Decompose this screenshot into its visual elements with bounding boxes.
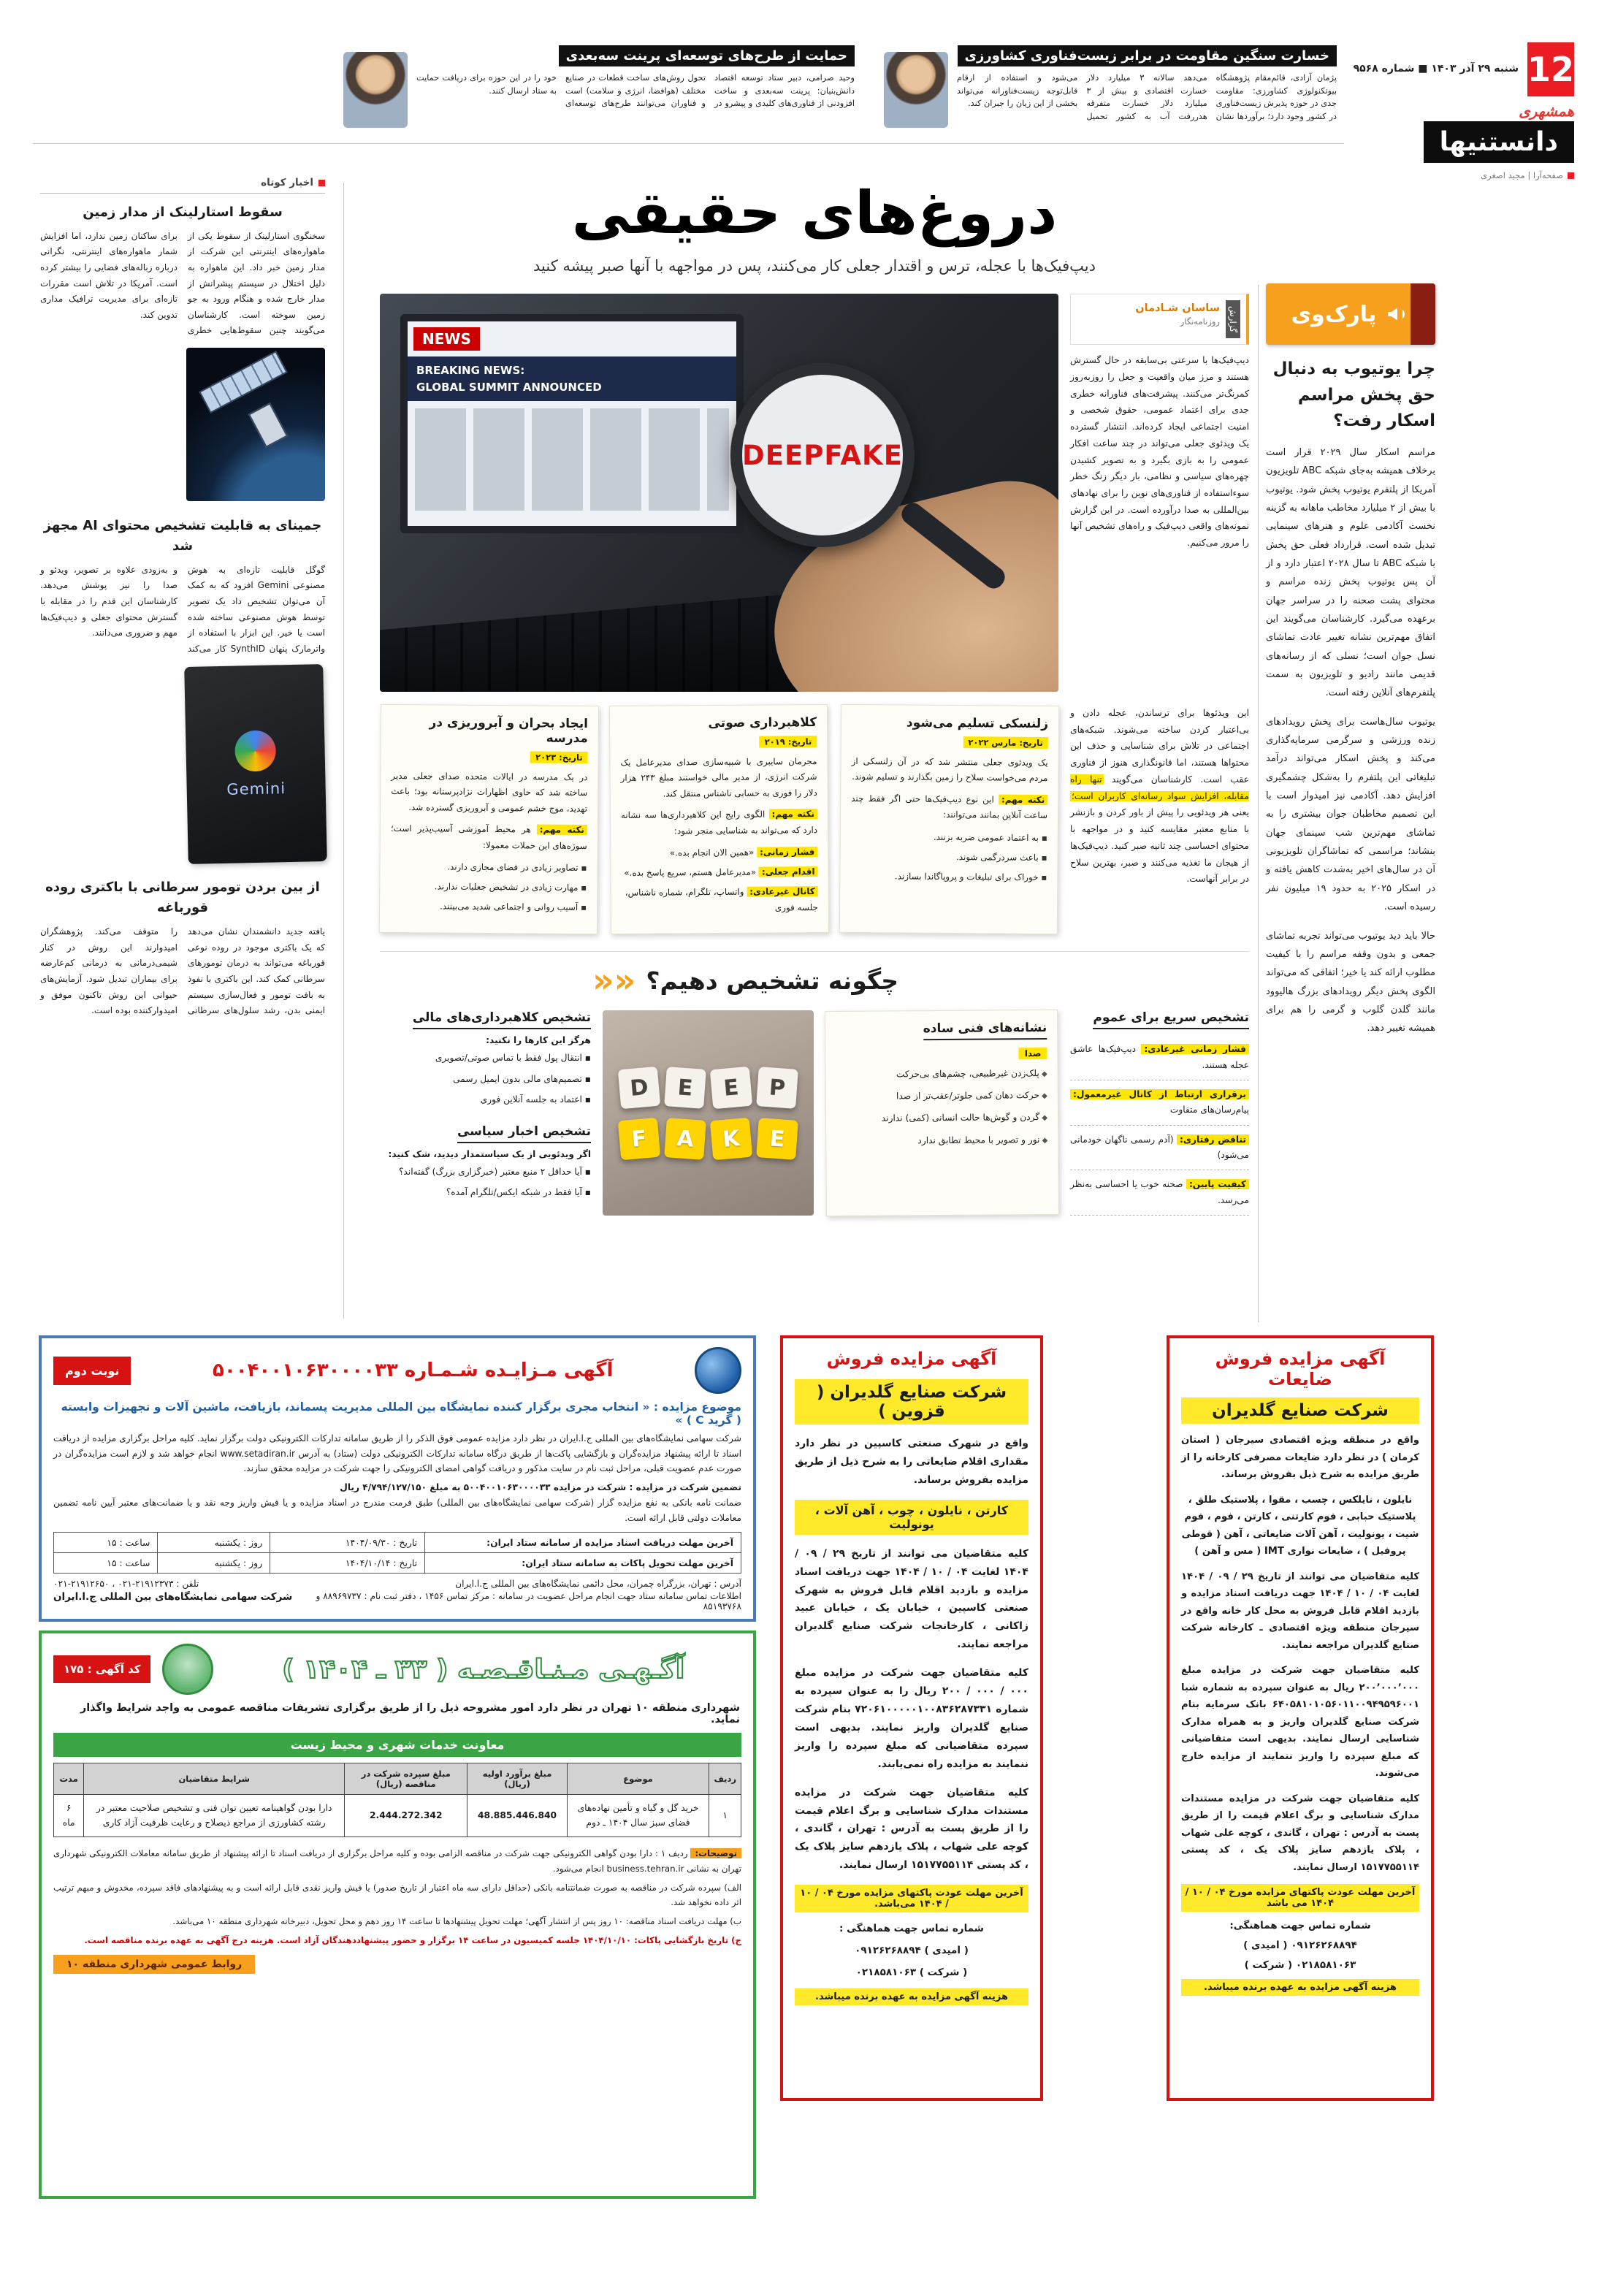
ad-phone: ۰۲۱۸۵۸۱۰۶۳ ( شرکت ): [1244, 1959, 1356, 1971]
short-news-gemini: جمینای به قابلیت تشخیص محتوای AI مجهز شد گوگل قابلیت تازه‌ای به هوش مصنوعی Gemini افزود که به کمک آن می‌توان تشخیص داد یک تصویر توسط هوش مصنوعی ساخته شده است یا خیر. این ابزار با استفاده از واترمارک پنهان SynthID کار می‌کند و به‌زودی علاوه بر تصویر، ویدئو و صدا را نیز پوشش می‌دهد. کارشناسان این قدم را در مقابله با گسترش محتوای جعلی و دیپ‌فیک‌ها مهم و ضروری می‌دانند. Gemini: [40, 516, 325, 863]
news-badge: NEWS: [413, 327, 480, 351]
case-date: تاریخ: مارس ۲۰۲۲: [963, 736, 1048, 749]
expert-portrait-photo: [884, 52, 948, 128]
ad-phone: ( امیدی ) ۰۹۱۲۶۲۶۸۸۹۴: [855, 1945, 969, 1957]
ad-contact-label: شماره تماس جهت هماهنگی :: [839, 1923, 984, 1935]
red-square-icon: [318, 180, 325, 186]
laptop-keyboard-graphic: [380, 593, 801, 692]
ad-scrap-auction: [1167, 1335, 1434, 2101]
top-brief-biotech: [884, 45, 1337, 134]
ad-paragraph: ضمانت نامه بانکی به نفع مزایده گزار (شرکت سهامی نمایشگاه‌های بین المللی) طبق فرمت مندرج در اسناد مزایده و یا فیش واریز وجه نقد و یا ضمانت‌های معتبر آیین نامه تضمین معاملات دولتی قابل ارائه است.: [53, 1497, 741, 1523]
ad-phones: تلفن : ۲۱۹۱۲۳۷۳-۰۲۱ ، ۲۱۹۱۲۶۵۰-۰۲۱: [53, 1579, 199, 1590]
ad-fee-note: هزینه آگهی مزایده به عهده برنده میباشد.: [795, 1988, 1028, 2005]
financial-detection-box: تشخیص کلاهبرداری‌های مالی هرگز این کارها را نکنید: ▪ انتقال پول فقط با تماس صوتی/تصویری ▪ تصمیم‌های مالی بدون ایمیل رسمی ▪ اعتماد به جلسه آنلاین فوری: [380, 1010, 591, 1113]
short-news-starlink: سقوط استارلینک از مدار زمین سخنگوی استارلینک از سقوط یکی از ماهواره‌های اینترنتی این شرکت از مدار زمین خبر داد. این ماهواره به دلیل اختلال در سیستم پیشرانش از مدار خارج شده و هنگام ورود به جو زمین سوخته است. کارشناسان می‌گویند چنین سقوط‌هایی خطری برای ساکنان زمین ندارد، اما افزایش شمار ماهواره‌های اینترنتی، نگرانی درباره زباله‌های فضایی را بیشتر کرده است. آمریکا در تلاش است مقررات تازه‌ای برای مدیریت ترافیک مداری تدوین کند.: [40, 202, 325, 501]
case-bullets: [850, 828, 1047, 885]
political-bullets: [380, 1164, 591, 1201]
megaphone-icon: [1385, 302, 1410, 327]
ad-title: آگهی مزایده فروش ضایعات: [1215, 1349, 1386, 1389]
ad-expo-auction: [39, 1335, 756, 1622]
expert-portrait-photo: [343, 52, 408, 128]
main-subhead: دیپ‌فیک‌ها با عجله، ترس و اقتدار جعلی کار می‌کنند، پس در مواجهه با آنها صبر پیشه کنید: [533, 257, 1096, 275]
case-note-voice-scam: کلاهبرداری صوتی تاریخ: ۲۰۱۹ مجرمان سایبری با شبیه‌سازی صدای مدیرعامل یک شرکت انرژی، از مدیر مالی خواستند مبلغ ۲۴۳ هزار دلار را فوری به حسابی ناشناس منتقل کند. نکته مهم: الگوی رایج این کلاهبرداری‌ها سه نشانه دارد که می‌تواند به شناسایی منجر شود: فشار زمانی: «همین الان انجام بده.» اقدام جعلی: «مدیرعامل هستم، سریع پاسخ بده.» کانال غیرعادی: واتساپ، تلگرام، شماره ناشناس، جلسه فوری: [609, 704, 829, 934]
lead-paragraph: این ویدئوها برای ترساندن، عجله دادن و بی‌اعتبار کردن ساخته می‌شوند. شبکه‌های اجتماعی در تلاش برای شناسایی و حذف این محتواها هستند، اما قانونگذاری هنوز از فناوری عقب است. کارشناسان می‌گویند تنها راه مقابله، افزایش سواد رسانه‌ای کاربران است؛ یعنی هر ویدئویی را پیش از باور کردن و بازنشر با منابع معتبر مقایسه کنید و در مواجهه با محتوای احساسی چند ثانیه صبر کنید. دیپ‌فیک‌ها از هیجان ما تغذیه می‌کنند و صبر، بهترین سلاح در برابر آنهاست.: [1070, 708, 1249, 885]
list-item: ▪ اعتماد به جلسه آنلاین فوری: [380, 1091, 591, 1108]
brief-title: خسارت سنگین مقاومت در برابر زیست‌فناوری کشاورزی: [958, 45, 1337, 66]
table-row: آخرین مهلت تحویل پاکات به سامانه ستاد ایران: تاریخ : ۱۴۰۴/۱۰/۱۴ روز : یکشنبه ساعت : ۱۵: [54, 1553, 741, 1574]
parkway-logo-text: پارک‌وی: [1291, 301, 1377, 327]
tehran-municipality-logo: [162, 1644, 213, 1695]
ad-code-badge: کد آگهی : ۱۷۵: [53, 1655, 150, 1683]
ad-deadline: آخرین مهلت عودت پاکتهای مزایده مورخ ۰۴ / ۱۰ / ۱۴۰۴ می باشد: [1181, 1884, 1419, 1912]
dice-row-fake: F A K E: [619, 1119, 797, 1159]
expo-company-logo: [695, 1347, 741, 1394]
ad-paragraph: کلیه متقاضیان می توانند از تاریخ ۲۹ / ۰۹ / ۱۴۰۴ لغایت ۰۴ / ۱۰ / ۱۴۰۴ جهت دریافت اسناد مزایده و بازدید اقلام قابل فروش به شهرک صنعتی کاسپین ، خیابان یک ، خیابان عبید زاکانی ، کارخانجات شرکت صنایع گلدیران مراجعه نمایند.: [795, 1547, 1028, 1651]
paragraph: یوتیوب سال‌هاست برای پخش رویدادهای زنده ورزشی و سرگرمی سرمایه‌گذاری می‌کند و پخش اسکار می‌تواند درآمد تبلیغاتی این پلتفرم را به‌شکل چشمگیری افزایش دهد. آکادمی نیز امیدوار است با این تصمیم مخاطبان جوان بیشتری را به تماشای مهم‌ترین شب سینمای جهان بنشاند؛ مراسمی که تماشاگران تلویزیونی آن در سال‌های اخیر به‌شدت کاهش یافته و در اسکار ۲۰۲۵ به حدود ۱۹ میلیون نفر رسیده است.: [1266, 716, 1435, 913]
case-note-school: ایجاد بحران و آبروریزی در مدرسه تاریخ: ۲۰۲۳ در یک مدرسه در ایالات متحده صدای جعلی مدیر ساخته شد که حاوی اظهارات نژادپرستانه بود؛ باعث تهدید، موج خشم عمومی و آبروریزی گسترده شد. نکته مهم: هر محیط آموزشی آسیب‌پذیر است؛ سوژه‌های این حملات معمولا: ▪ تصاویر زیادی در فضای مجازی دارند. ▪ مهارت زیادی در تشخیص جعلیات ندارند. ▪ آسیب روانی و اجتماعی شدید می‌بینند.: [379, 704, 599, 935]
masthead: [1355, 42, 1574, 180]
list-item: ▪ آیا فقط در شبکه ایکس/تلگرام آمده؟: [380, 1184, 591, 1201]
feature-article: [380, 179, 1249, 1216]
section-title: دانستنیها: [1424, 121, 1574, 163]
notes-label: توضیحات:: [690, 1848, 741, 1858]
case-bullets: [390, 858, 587, 915]
lead-text-continued: [1070, 705, 1249, 934]
quick-item: کیفیت پایین: صحنه خوب یا احساسی به‌نظر می‌رسد.: [1070, 1170, 1249, 1216]
ad-paragraph: واقع در منطقه ویژه اقتصادی سیرجان ( استان کرمان ) در نظر دارد ضایعات مصرفی کارخانه را از طریق مزایده به شرح ذیل بفروش برساند.: [1181, 1435, 1419, 1480]
parkway-body: [1266, 443, 1435, 1038]
list-item: ▪ مهارت زیادی در تشخیص جعلیات ندارند.: [390, 878, 587, 896]
case-note-zelensky: زلنسکی تسلیم می‌شود تاریخ: مارس ۲۰۲۲ یک ویدئوی جعلی منتشر شد که در آن زلنسکی از مردم می‌خواست سلاح را زمین بگذارند و تسلیم شوند. نکته مهم: این نوع دیپ‌فیک‌ها حتی اگر فقط چند ساعت آنلاین بمانند می‌توانند: ▪ به اعتماد عمومی ضربه بزنند. ▪ باعث سردرگمی شوند. ▪ خوراک برای تبلیغات و پروپاگاندا بسازند.: [839, 704, 1059, 935]
satellite-body-graphic: [248, 403, 288, 448]
masthead-divider: [33, 143, 1344, 144]
ad-paragraph: کلیه متقاضیان جهت شرکت در مزایده مستندات مدارک شناسایی و برگ اعلام قیمت را از طریق پست به آدرس : تهران ، گاندی ، کوچه علی شهاب ، پلاک یازدهم سایز پلاک یک ، کد پستی ۱۵۱۷۷۵۵۱۱۴ ارسال نمایند.: [795, 1786, 1028, 1872]
ad-paragraph: شرکت سهامی نمایشگاه‌های بین المللی ج.ا.ایران در نظر دارد مزایده عمومی فوق الذکر را از طریق سامانه تدارکات الکترونیکی دولت برگزار نماید. کلیه مراحل برگزاری مزایده از دریافت اسناد تا ارائه پیشنهاد مزایده‌گران و بازگشایی پاکت‌ها از طریق درگاه سامانه تدارکات الکترونیکی دولت (ستاد) به آدرس www.setadiran.ir انجام خواهد شد و لازم است مزایده‌گران در صورت عدم عضویت قبلی، مراحل ثبت نام در سایت مذکور و دریافت گواهی امضای الکترونیکی را جهت شرکت در مزایده محقق سازند.: [53, 1433, 741, 1474]
ad-address: آدرس : تهران، بزرگراه چمران، محل دائمی نمایشگاه‌های بین المللی ج.ا.ایران: [455, 1579, 741, 1590]
list-item: ◆ نور و تصویر با محیط تطابق ندارد: [836, 1132, 1047, 1150]
guarantee-line: تضمین شرکت در مزایده : شرکت در مزایده ۵۰۰۴۰۰۱۰۶۳۰۰۰۰۳۳ به مبلغ ۴/۷۹۴/۱۲۷/۱۵۰ ریال: [340, 1482, 741, 1493]
tender-table: [53, 1763, 741, 1837]
kv-line: فشار زمانی: «همین الان انجام بده.»: [621, 844, 817, 861]
audio-chip: صدا: [1019, 1048, 1047, 1059]
quick-item: برقراری ارتباط از کانال غیرمعمول: پیام‌رسان‌های متفاوت: [1070, 1080, 1249, 1126]
ad-company-name: شرکت صنایع گلدیران: [1181, 1397, 1419, 1424]
brief-body: وحید صرامی، دبیر ستاد توسعه اقتصاد دانش‌بنیان: پرینت سه‌بعدی و ساخت افزودنی از فناوری‌های کلیدی و پیشرو در تحول روش‌های ساخت قطعات در صنایع مختلف (هوافضا، انرژی و سلامت) است و فناوران می‌توانند طرح‌های توسعه‌ای خود را در این حوزه برای دریافت حمایت به ستاد ارسال کنند.: [416, 73, 855, 108]
list-item: ◆ گردن و گوش‌ها حالت انسانی (کمی) ندارند: [836, 1110, 1047, 1128]
dateline: شنبه ۲۹ آذر ۱۴۰۳ ■ شماره ۹۵۶۸: [1353, 63, 1519, 75]
ad-paragraph: واقع در شهرک صنعتی کاسپین در نظر دارد مقداری اقلام ضایعاتی را به شرح ذیل از طریق مزایده بفروش برساند.: [795, 1438, 1028, 1486]
ad-title: آگـهـی مـنـاقـصـه ( ۳۳ ـ ۱۴۰۴ ): [282, 1654, 685, 1685]
note-paragraph: الف) سپرده شرکت در مناقصه به صورت ضمانتنامه بانکی (حداقل دارای سه ماه اعتبار از تاریخ صدور) یا فیش واریز نقدی قابل ارائه است و به پیشنهادهای فاقد سپرده، مخدوش و مبهم ترتیب اثر داده نخواهد شد.: [53, 1882, 741, 1908]
ad-signature: شرکت سهامی نمایشگاه‌های بین المللی ج.ا.ایران: [53, 1591, 293, 1603]
auction-schedule-table: [53, 1532, 741, 1574]
ad-contact-label: شماره تماس جهت هماهنگی:: [1229, 1920, 1371, 1931]
brief-body: پژمان آزادی، قائم‌مقام پژوهشگاه بیوتکنولوژی کشاورزی: مقاومت جدی در حوزه پذیرش زیست‌فناوری در کشور وجود دارد؛ برآوردها نشان می‌دهد سالانه ۳ میلیارد دلار خسارت اقتصادی و بیش از ۳ میلیارد دلار خسارت متفرقه هدررفت آب به کشور تحمیل می‌شود و استفاده از ارقام قابل‌توجه زیست‌فناورانه می‌تواند بخشی از این زیان را جبران کند.: [957, 73, 1337, 121]
table-row: ۱ خرید گل و گیاه و تأمین نهاده‌های فضای سبز سال ۱۴۰۴ ـ دوم 48.885.446.840 2.444.272.342 دارا بودن گواهینامه تعیین توان فنی و تشخیص صلاحیت معتبر در رشته کشاورزی از مراجع ذیصلاح و رعایت ظرفیت آزاد کاری ۶ ماه: [54, 1795, 741, 1837]
gemini-wordmark: Gemini: [226, 779, 286, 799]
short-news-column: [40, 177, 325, 1034]
list-item: ▪ آیا حداقل ۲ منبع معتبر (خبرگزاری بزرگ) گفته‌اند؟: [380, 1164, 591, 1181]
list-item: ▪ باعث سردرگمی شوند.: [851, 848, 1047, 866]
ad-qazvin-auction: [780, 1335, 1043, 2101]
kv-line: کانال غیرعادی: واتساپ، تلگرام، شماره ناشناس، جلسه فوری: [625, 886, 818, 913]
byline-role: روزنامه‌نگار: [1180, 316, 1220, 327]
setad-contact-info: اطلاعات تماس سامانه ستاد جهت انجام مراحل عضویت در سامانه : مرکز تماس ۱۴۵۶ ، دفتر ثبت نام : ۸۸۹۶۹۷۳۷ و ۸۵۱۹۳۷۶۸: [316, 1591, 741, 1612]
tender-notes: توضیحات: ردیف ۱ : دارا بودن گواهی الکترونیکی جهت شرکت در مناقصه الزامی بوده و کلیه مراحل برگزاری از دریافت اسناد تا ارائه پیشنهاد از طریق سامانه معاملات الکترونیکی شهرداری تهران به نشانی business.tehran.ir انجام می‌شود. الف) سپرده شرکت در مناقصه به صورت ضمانتنامه بانکی (حداقل دارای سه ماه اعتبار از تاریخ صدور) یا فیش واریز نقدی قابل ارائه است و به پیشنهادهای فاقد سپرده، مخدوش و مبهم ترتیب اثر داده نخواهد شد. ب) مهلت دریافت اسناد مناقصه: ۱۰ روز پس از انتشار آگهی؛ مهلت تحویل پیشنهادها تا ساعت ۱۴ روز دهم و محل تحویل، دبیرخانه شهرداری منطقه ۱۰ می‌باشد. ج) تاریخ بازگشایی پاکات: ۱۴۰۴/۱۰/۱۰ جلسه کمیسیون در ساعت ۱۴ برگزار و حضور پیشنهاددهندگان آزاد است. هزینه درج آگهی به عهده برنده مناقصه است.: [53, 1846, 741, 1948]
lead-paragraph: دیپ‌فیک‌ها با سرعتی بی‌سابقه در حال گسترش هستند و مرز میان واقعیت و جعل را روزبه‌روز کمرنگ‌تر می‌کنند. پیشرفت‌های فناورانه خطری جدی برای اعتماد عمومی، حقوق شخصی و امنیت اجتماعی ایجاد کرده‌اند. انتشار گسترده یک ویدئوی جعلی می‌تواند در چند ساعت افکار عمومی را به بازی بگیرد و به تصویر کشیدن چهره‌های سیاسی و نظامی، بار دیگر زنگ خطر سوءاستفاده از فناوری‌های نوین را برای نهادهای بین‌المللی به صدا درآورده است. در این گزارش نمونه‌های واقعی دیپ‌فیک و راه‌های تشخیص آنها را مرور می‌کنیم.: [1070, 355, 1249, 549]
short-news-frog-bacteria: از بین بردن تومور سرطانی با باکتری روده قورباغه یافته جدید دانشمندان نشان می‌دهد که یک باکتری موجود در روده نوعی قورباغه می‌تواند به درمان تومورهای سرطانی کمک کند. این باکتری با نفوذ به بافت تومور و فعال‌سازی سیستم ایمنی بدن، رشد سلول‌های سرطانی را متوقف می‌کند. پژوهشگران امیدوارند این روش در کنار شیمی‌درمانی به درمانی کم‌عارضه برای بیماران تبدیل شود. آزمایش‌های حیوانی این روش تاکنون موفق و امیدوارکننده بوده است.: [40, 880, 325, 1016]
note-paragraph: ج) تاریخ بازگشایی پاکات: ۱۴۰۴/۱۰/۱۰ جلسه کمیسیون در ساعت ۱۴ برگزار و حضور پیشنهاددهندگان آزاد است. هزینه درج آگهی به عهده برنده مناقصه است.: [84, 1934, 741, 1945]
tender-intro: شهرداری منطقه ۱۰ تهران در نظر دارد امور مشروحه ذیل را از طریق برگزاری تشریفات مناقصه عمومی به واجد شرایط واگذار نماید.: [80, 1702, 740, 1725]
chevron-left-icon: ««: [592, 961, 636, 1001]
ad-fee-note: هزینه آگهی مزایده به عهده برنده میباشد.: [1181, 1979, 1419, 1996]
list-item: ▪ تصمیم‌های مالی بدون ایمیل رسمی: [380, 1071, 591, 1088]
dice-row-deep: D E E P: [619, 1068, 797, 1107]
breaking-news-banner: BREAKING NEWS: GLOBAL SUMMIT ANNOUNCED: [408, 356, 736, 401]
ad-items-list: کارتن ، نایلون ، چوب ، آهن آلات ، یونولیت: [795, 1500, 1028, 1535]
column-divider: [1258, 285, 1259, 1322]
ad-municipality-tender: [39, 1631, 756, 2199]
paragraph: حالا باید دید یوتیوب می‌تواند تجربه تماشای جمعی و بدون وقفه مراسم را با کیفیت مطلوب ارائه کند یا خیر؛ اتفاقی که می‌تواند الگوی پخش دیگر رویدادهای بزرگ هالیوود مانند گلدن گلوب و گرمی را هم برای همیشه تغییر دهد.: [1266, 930, 1435, 1034]
deepfake-dice-graphic: [603, 1010, 814, 1216]
list-item: ▪ آسیب روانی و اجتماعی شدید می‌بینند.: [390, 898, 587, 915]
detection-section: [380, 951, 1249, 1216]
google-g-logo-icon: [234, 731, 276, 772]
auction-subject: موضوع مزایده : « انتخاب مجری برگزار کننده نمایشگاه بین المللی مدیریت پسماند، بازیافت، ماشین آلات و تجهیزات وابسته ( گرید C ) »: [61, 1400, 741, 1427]
table-row: آخرین مهلت دریافت اسناد مزایده از سامانه ستاد ایران: تاریخ : ۱۴۰۴/۰۹/۳۰ روز : یکشنبه ساعت : ۱۵: [54, 1533, 741, 1553]
ad-phone: ( شرکت ) ۰۲۱۸۵۸۱۰۶۳: [855, 1967, 968, 1979]
parkway-column: [1266, 283, 1435, 1048]
column-divider: [343, 183, 344, 1319]
byline-name: ساسان شـادمان: [1135, 302, 1220, 314]
red-square-icon: [1568, 172, 1574, 179]
main-headline: دروغ‌های حقیقی: [571, 179, 1058, 247]
page-designer-credit: صفحه‌آرا | مجید اصغری: [1355, 170, 1574, 180]
ad-paragraph: کلیه متقاضیان جهت شرکت در مزایده مبلغ ۰۰۰ / ۰۰۰ / ۲۰۰ ریال را به عنوان سپرده به شماره ۷۲۰۶۱۰۰۰۰۰۱۰۰۸۳۶۲۸۷۳۳۱ بنام شرکت صنایع گلدیران واریز نمایند. بدیهی است سپرده متقاضیانی که مبلغ سپرده را واریز ننمایند به مزایده راه نمی‌یابند.: [795, 1667, 1028, 1770]
kv-line: اقدام جعلی: «مدیرعامل هستم، سریع پاسخ بده.»: [621, 863, 817, 881]
tech-bullets: [836, 1065, 1048, 1150]
list-item: ▪ انتقال پول فقط با تماس صوتی/تصویری: [380, 1050, 591, 1067]
detection-heading: چگونه تشخیص دهیم؟: [646, 966, 898, 995]
public-relations-signature: روابط عمومی شهرداری منطقه ۱۰: [53, 1955, 255, 1974]
ad-deadline: آخرین مهلت عودت پاکتهای مزایده مورخ ۰۴ / ۱۰ / ۱۴۰۴ می‌باشد.: [795, 1885, 1028, 1912]
note-label: نکته مهم:: [537, 825, 587, 836]
deepfake-label: DEEPFAKE: [742, 439, 903, 471]
case-date: تاریخ: ۲۰۱۹: [760, 736, 817, 748]
ad-phone: ۰۹۱۲۶۲۶۸۸۹۴ ( امیدی ): [1243, 1940, 1357, 1951]
ad-company-name: شرکت صنایع گلدیران ( قزوین ): [795, 1379, 1028, 1424]
ad-paragraph: کلیه متقاضیان می توانند از تاریخ ۲۹ / ۰۹ / ۱۴۰۴ لغایت ۰۴ / ۱۰ / ۱۴۰۴ جهت دریافت اسناد مزایده و بازدید اقلام قابل فروش به محل کار خانه واقع در سیرجان منطقه ویژه اقتصادی ـ کارخانه شرکت صنایع گلدیران مراجعه نمایند.: [1181, 1571, 1420, 1651]
financial-bullets: [380, 1050, 591, 1108]
ad-title: آگهی مزایده فروش: [826, 1349, 997, 1369]
solar-panel-graphic: [199, 351, 288, 413]
top-brief-3dprint: [343, 45, 855, 134]
news-thumbnails-graphic: [415, 408, 729, 511]
quick-item: تناقض رفتاری: (آدم رسمی ناگهان خودمانی می‌شود): [1070, 1126, 1249, 1171]
lead-text-column: [1070, 294, 1249, 692]
ad-title: آگهی مـزایـده شـمـاره ۵۰۰۴۰۰۱۰۶۳۰۰۰۰۳۳: [212, 1359, 614, 1381]
list-item: ▪ به اعتماد عمومی ضربه بزنند.: [851, 828, 1047, 846]
list-item: ▪ خوراک برای تبلیغات و پروپاگاندا بسازند.: [850, 868, 1047, 885]
magnifier-lens-graphic: [730, 363, 915, 547]
note-label: نکته مهم:: [999, 794, 1047, 805]
short-news-header: اخبار کوتاه: [40, 177, 325, 194]
list-item: ▪ تصاویر زیادی در فضای مجازی دارند.: [390, 858, 587, 876]
ad-items-list: نایلون ، نایلکس ، چسب ، مقوا ، پلاستیک طلق ، پلاستیک حبابی ، فوم کارتنی ، کارتن ، فوم ، فوم شیت ، یونولیت ، آهن آلات ضایعاتی ، آهن ( قوطی پروفیل ) ، ضایعات نواری IMT ( مس و آهن ): [1181, 1494, 1419, 1557]
department-bar: معاونت خدمات شهری و محیط زیست: [53, 1733, 741, 1757]
list-item: ◆ حرکت دهان کمی جلوتر/عقب‌تر از صدا: [836, 1087, 1047, 1105]
ad-paragraph: کلیه متقاضیان جهت شرکت در مزایده مستندات مدارک شناسایی و برگ اعلام قیمت را از طریق پست به آدرس : تهران ، گاندی ، کوچه علی شهاب ، پلاک یازدهم سایز پلاک یک ، کد پستی ۱۵۱۷۷۵۵۱۱۴ ارسال نمایند.: [1181, 1793, 1419, 1873]
parkway-headline: چرا یوتیوب به دنبال حق پخش مراسم اسکار رفت؟: [1272, 359, 1435, 431]
report-tag: گزارش: [1226, 300, 1240, 338]
brief-title: حمایت از طرح‌های توسعه‌ای پرینت سه‌بعدی: [559, 45, 855, 66]
political-detection-box: تشخیص اخبار سیاسی اگر ویدئویی از یک سیاستمدار دیدید، شک کنید: ▪ آیا حداقل ۲ منبع معتبر (خبرگزاری بزرگ) گفته‌اند؟ ▪ آیا فقط در شبکه ایکس/تلگرام آمده؟: [380, 1124, 591, 1205]
highlighted-phrase: تنها راه مقابله، افزایش سواد رسانه‌ای کاربران است؛: [1070, 774, 1249, 801]
quick-detection-box: تشخیص سریع برای عموم فشار زمانی غیرعادی: دیپ‌فیک‌ها عاشق عجله هستند. برقراری ارتباط از کانال غیرمعمول: پیام‌رسان‌های متفاوت تناقض رفتاری: (آدم رسمی ناگهان خودمانی می‌شود) کیفیت پایین: صحنه خوب یا احساسی به‌نظر می‌رسد.: [1070, 1010, 1249, 1216]
quick-item: فشار زمانی غیرعادی: دیپ‌فیک‌ها عاشق عجله هستند.: [1070, 1035, 1249, 1080]
paragraph: مراسم اسکار سال ۲۰۲۹ قرار است برخلاف همیشه به‌جای شبکه ABC تلویزیون آمریکا از پلتفرم یوتیوب پخش شود. یوتیوب با بیش از ۲ میلیارد مخاطب ماهانه به گزینه نخست آکادمی علوم و هنرهای سینمایی تبدیل شده است. قرارداد فعلی حق پخش با شبکه ABC تا سال ۲۰۲۸ اعتبار دارد و از آن پس یوتیوب پخش زنده مراسم و محتوای پشت صحنه را در سراسر جهان برعهده می‌گیرد. کارشناسان می‌گویند این اتفاق مهم‌ترین نشانه تغییر عادت تماشای نسل جوان است؛ نسلی که از رسانه‌های قدیمی مانند رادیو و تلویزیون به سمت پلتفرم‌های آنلاین رفته است.: [1266, 446, 1436, 699]
ad-paragraph: کلیه متقاضیان جهت شرکت در مزایده مبلغ ۲۰۰٬۰۰۰٬۰۰۰ ریال به عنوان سپرده به شماره شبا ۶۴۰۵۸۱۰۱۰۵۶۰۱۱۰۰۹۴۹۵۹۶۰۰۱ بانک سرمایه بنام شرکت صنایع گلدیران واریز و به همراه مدارک شناسایی ارسال نمایند. بدیهی است متقاضیانی که مبلغ سپرده را واریز ننمایند از مزایده خارج می‌شوند.: [1181, 1665, 1419, 1779]
list-item: ◆ پلک‌زدن غیرطبیعی، چشم‌های بی‌حرکت: [836, 1065, 1047, 1083]
laptop-screen-graphic: [400, 314, 744, 533]
note-paragraph: ب) مهلت دریافت اسناد مناقصه: ۱۰ روز پس از انتشار آگهی؛ مهلت تحویل پیشنهادها تا ساعت ۱۴ روز دهم و محل تحویل، دبیرخانه شهرداری منطقه ۱۰ می‌باشد.: [172, 1915, 741, 1926]
byline-box: [1070, 294, 1249, 345]
note-label: نکته مهم:: [769, 809, 817, 819]
page-number: 12: [1527, 42, 1574, 96]
second-round-badge: نوبت دوم: [53, 1357, 131, 1385]
deepfake-photo: [380, 294, 1058, 692]
newspaper-logo: همشهری: [1519, 102, 1574, 120]
technical-signs-box: نشانه‌های فنی ساده صدا ◆ پلک‌زدن غیرطبیعی، چشم‌های بی‌حرکت ◆ حرکت دهان کمی جلوتر/عقب‌تر از صدا ◆ گردن و گوش‌ها حالت انسانی (کمی) ندارند ◆ نور و تصویر با محیط تطابق ندارد: [825, 1010, 1059, 1216]
gemini-photo: [184, 664, 327, 864]
parkway-logo: [1266, 283, 1435, 345]
starlink-satellite-photo: [186, 348, 325, 501]
case-date: تاریخ: ۲۰۲۳: [530, 751, 588, 763]
table-header-row: ردیف موضوع مبلغ برآورد اولیه (ریال) مبلغ سپرده شرکت در مناقصه (ریال) شرایط متقاضیان مدت: [54, 1763, 741, 1795]
